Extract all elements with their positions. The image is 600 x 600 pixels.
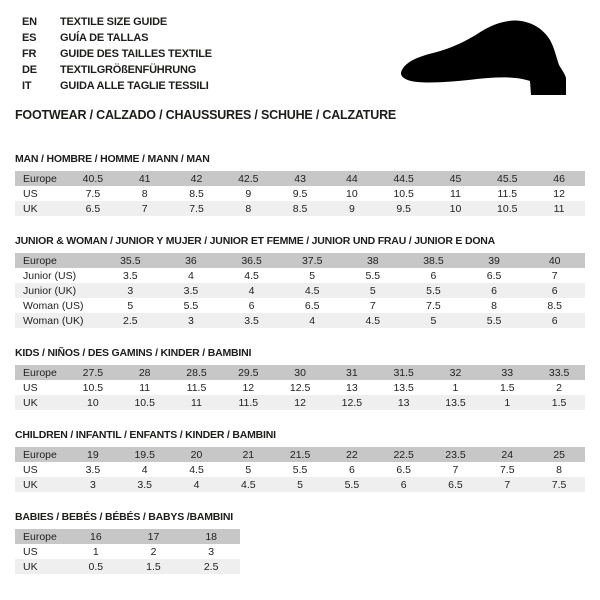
size-cell: 45.5 <box>481 171 533 186</box>
size-cell: 12 <box>553 187 565 200</box>
size-cell: 36 <box>161 253 222 268</box>
table-row <box>15 559 240 574</box>
size-cell: 4 <box>141 463 148 476</box>
size-cell: 3.5 <box>85 463 101 476</box>
size-cell: 38.5 <box>403 253 464 268</box>
table-row <box>15 298 585 313</box>
size-cell: 12 <box>274 395 326 410</box>
table-row <box>15 253 585 268</box>
size-cell: 4.5 <box>282 283 343 298</box>
size-cell: 4.5 <box>343 313 404 328</box>
size-cell: 3.5 <box>161 283 222 298</box>
language-label: GUIDE DES TAILLES TEXTILE <box>60 48 212 60</box>
language-label: GUÍA DE TALLAS <box>60 32 149 44</box>
size-cell: 5.5 <box>464 313 525 328</box>
size-cell: 1 <box>452 381 459 394</box>
size-section-junior-woman <box>15 235 585 328</box>
size-cell: 32 <box>430 365 482 380</box>
size-cell: 22.5 <box>378 447 430 462</box>
size-cell: 4.5 <box>244 269 259 282</box>
size-cell: 40.5 <box>67 171 119 186</box>
size-cell: 19 <box>67 447 119 462</box>
row-label: UK <box>15 395 67 410</box>
size-cell: 4 <box>188 269 194 282</box>
size-cell: 6 <box>524 313 585 328</box>
size-cell: 5 <box>274 477 326 492</box>
size-cell: 9.5 <box>292 187 308 200</box>
size-cell: 3 <box>67 477 119 492</box>
size-cell: 17 <box>125 529 183 544</box>
size-cell: 5.5 <box>292 463 308 476</box>
size-cell: 42.5 <box>222 171 274 186</box>
size-cell: 4.5 <box>222 477 274 492</box>
size-cell: 6 <box>348 463 355 476</box>
size-cell: 8.5 <box>274 201 326 216</box>
size-table <box>15 171 585 216</box>
size-cell: 2 <box>556 381 562 394</box>
size-cell: 12.5 <box>326 395 378 410</box>
row-label: UK <box>15 477 67 492</box>
size-cell: 10.5 <box>119 395 171 410</box>
table-row <box>15 283 585 298</box>
table-row <box>15 268 585 283</box>
size-cell: 10.5 <box>82 381 104 394</box>
size-cell: 27.5 <box>67 365 119 380</box>
size-cell: 31 <box>326 365 378 380</box>
size-cell: 8 <box>491 299 497 312</box>
row-label: US <box>23 545 38 558</box>
size-cell: 11.5 <box>222 395 274 410</box>
size-cell: 6 <box>524 283 585 298</box>
size-cell: 21 <box>222 447 274 462</box>
size-cell: 6 <box>378 477 430 492</box>
size-cell: 4 <box>221 283 282 298</box>
table-row <box>15 201 585 216</box>
size-cell: 31.5 <box>378 365 430 380</box>
size-cell: 0.5 <box>67 559 125 574</box>
size-cell: 30 <box>274 365 326 380</box>
table-row <box>15 447 585 462</box>
size-section-man <box>15 153 585 216</box>
size-cell: 7.5 <box>426 299 441 312</box>
size-cell: 2.5 <box>182 559 240 574</box>
table-row <box>15 395 585 410</box>
size-cell: 43 <box>274 171 326 186</box>
row-label: Europe <box>15 447 67 462</box>
size-cell: 13 <box>346 381 358 394</box>
size-cell: 7 <box>452 463 459 476</box>
size-cell: 9.5 <box>378 201 430 216</box>
language-code: ES <box>22 32 37 44</box>
category-title: FOOTWEAR / CALZADO / CHAUSSURES / SCHUHE / CALZATURE <box>15 108 397 122</box>
language-code: FR <box>22 48 37 60</box>
row-label: Europe <box>15 365 67 380</box>
language-code: DE <box>22 64 37 76</box>
table-row <box>15 544 240 559</box>
size-table <box>15 253 585 328</box>
size-tables <box>15 153 585 574</box>
size-cell: 12.5 <box>289 381 311 394</box>
size-cell: 35.5 <box>100 253 161 268</box>
size-cell: 19.5 <box>119 447 171 462</box>
size-cell: 1 <box>481 395 533 410</box>
size-cell: 6.5 <box>67 201 119 216</box>
size-cell: 22 <box>326 447 378 462</box>
row-label: UK <box>15 559 67 574</box>
language-code: IT <box>22 80 32 92</box>
table-row <box>15 529 240 544</box>
row-label: Europe <box>15 529 67 544</box>
size-cell: 13.5 <box>430 395 482 410</box>
row-label: Woman (US) <box>23 299 84 312</box>
size-cell: 6.5 <box>486 269 502 282</box>
size-cell: 6 <box>464 283 525 298</box>
size-cell: 7.5 <box>85 187 101 200</box>
size-cell: 11 <box>171 395 223 410</box>
size-cell: 6 <box>248 299 255 312</box>
size-cell: 42 <box>171 171 223 186</box>
size-cell: 7 <box>119 201 171 216</box>
size-cell: 8.5 <box>547 299 562 312</box>
size-cell: 9 <box>326 201 378 216</box>
size-cell: 10 <box>346 187 358 200</box>
size-cell: 3.5 <box>221 313 282 328</box>
size-cell: 44 <box>326 171 378 186</box>
row-label: Europe <box>15 253 100 268</box>
size-cell: 28.5 <box>171 365 223 380</box>
language-code: EN <box>22 16 37 28</box>
table-row <box>15 171 585 186</box>
size-cell: 6 <box>430 269 437 282</box>
size-cell: 5 <box>403 313 464 328</box>
size-cell: 29.5 <box>222 365 274 380</box>
size-cell: 33 <box>481 365 533 380</box>
size-cell: 3 <box>161 313 222 328</box>
table-row <box>15 313 585 328</box>
size-table <box>15 365 585 410</box>
size-cell: 44.5 <box>378 171 430 186</box>
size-cell: 5 <box>245 463 252 476</box>
size-cell: 24 <box>481 447 533 462</box>
size-table <box>15 447 585 492</box>
row-label: UK <box>15 201 67 216</box>
size-cell: 10 <box>430 201 482 216</box>
size-cell: 8 <box>556 463 562 476</box>
size-cell: 7.5 <box>171 201 223 216</box>
size-section-children <box>15 429 585 492</box>
size-cell: 36.5 <box>221 253 282 268</box>
size-cell: 33.5 <box>533 365 585 380</box>
size-cell: 3 <box>100 283 161 298</box>
size-cell: 7 <box>551 269 558 282</box>
size-cell: 21.5 <box>274 447 326 462</box>
size-cell: 6.5 <box>430 477 482 492</box>
size-cell: 10 <box>67 395 119 410</box>
row-label: Junior (US) <box>23 269 77 282</box>
table-row <box>15 186 585 201</box>
size-cell: 5 <box>343 283 404 298</box>
size-cell: 2.5 <box>100 313 161 328</box>
size-cell: 41 <box>119 171 171 186</box>
size-cell: 28 <box>119 365 171 380</box>
size-cell: 13.5 <box>393 381 414 394</box>
language-label: TEXTILGRÖßENFÜHRUNG <box>60 64 197 76</box>
section-title: BABIES / BEBÉS / BÉBÉS / BABYS /BAMBINI <box>15 511 233 523</box>
size-cell: 5.5 <box>403 283 464 298</box>
language-label: GUIDA ALLE TAGLIE TESSILI <box>60 80 209 92</box>
table-row <box>15 462 585 477</box>
size-cell: 4 <box>171 477 223 492</box>
section-title: MAN / HOMBRE / HOMME / MANN / MAN <box>15 153 210 165</box>
size-cell: 46 <box>533 171 585 186</box>
size-cell: 3.5 <box>123 269 138 282</box>
table-row <box>15 477 585 492</box>
size-cell: 11.5 <box>497 187 518 200</box>
size-cell: 40 <box>524 253 585 268</box>
size-cell: 5 <box>127 299 134 312</box>
section-title: KIDS / NIÑOS / DES GAMINS / KINDER / BAMBINI <box>15 347 252 359</box>
language-label: TEXTILE SIZE GUIDE <box>60 16 168 28</box>
size-cell: 18 <box>182 529 240 544</box>
size-cell: 25 <box>533 447 585 462</box>
size-cell: 20 <box>171 447 223 462</box>
size-cell: 23.5 <box>430 447 482 462</box>
size-cell: 37.5 <box>282 253 343 268</box>
row-label: Europe <box>15 171 67 186</box>
size-cell: 6.5 <box>396 463 411 476</box>
size-cell: 1 <box>92 545 99 558</box>
size-cell: 10.5 <box>481 201 533 216</box>
size-cell: 16 <box>67 529 125 544</box>
shoe-icon <box>395 14 590 99</box>
size-cell: 4 <box>282 313 343 328</box>
size-cell: 11.5 <box>186 381 207 394</box>
section-title: CHILDREN / INFANTIL / ENFANTS / KINDER / BAMBINI <box>15 429 276 441</box>
size-cell: 7.5 <box>499 463 515 476</box>
size-section-babies <box>15 511 585 574</box>
size-cell: 5.5 <box>326 477 378 492</box>
size-cell: 5 <box>309 269 316 282</box>
table-row <box>15 365 585 380</box>
table-row <box>15 380 585 395</box>
size-cell: 45 <box>430 171 482 186</box>
size-cell: 6.5 <box>304 299 320 312</box>
size-cell: 1.5 <box>533 395 585 410</box>
size-cell: 4.5 <box>189 463 204 476</box>
size-cell: 11 <box>533 201 585 216</box>
row-label: US <box>23 463 38 476</box>
size-cell: 39 <box>464 253 525 268</box>
size-cell: 11 <box>450 187 461 200</box>
size-cell: 5.5 <box>183 299 199 312</box>
size-cell: 11 <box>139 381 151 394</box>
size-cell: 8 <box>141 187 148 200</box>
row-label: US <box>23 381 38 394</box>
size-cell: 2 <box>150 545 157 558</box>
size-cell: 1.5 <box>125 559 183 574</box>
size-cell: 10.5 <box>393 187 414 200</box>
section-title: JUNIOR & WOMAN / JUNIOR Y MUJER / JUNIOR ET FEMME / JUNIOR UND FRAU / JUNIOR E DONA <box>15 235 496 247</box>
size-cell: 9 <box>245 187 252 200</box>
size-cell: 3 <box>208 545 215 558</box>
size-cell: 12 <box>242 381 255 394</box>
size-cell: 8 <box>222 201 274 216</box>
size-cell: 13 <box>378 395 430 410</box>
size-cell: 38 <box>343 253 404 268</box>
row-label: Junior (UK) <box>15 283 100 298</box>
row-label: US <box>23 187 38 200</box>
size-cell: 7 <box>369 299 376 312</box>
size-table <box>15 529 240 574</box>
size-cell: 7 <box>481 477 533 492</box>
row-label: Woman (UK) <box>15 313 100 328</box>
size-cell: 3.5 <box>119 477 171 492</box>
size-section-kids <box>15 347 585 410</box>
size-cell: 7.5 <box>533 477 585 492</box>
size-cell: 8.5 <box>189 187 204 200</box>
size-cell: 1.5 <box>499 381 515 394</box>
size-cell: 5.5 <box>365 269 381 282</box>
